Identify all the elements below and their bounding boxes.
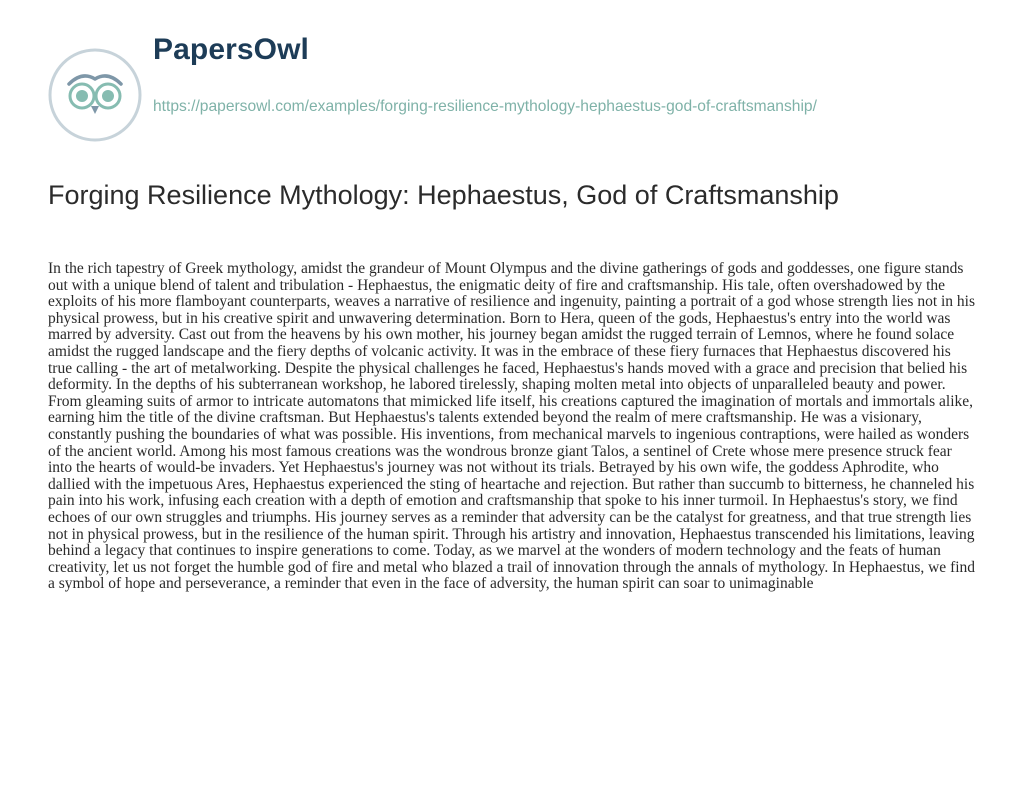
site-header xyxy=(48,32,978,152)
brand-name[interactable]: PapersOwl xyxy=(153,33,309,66)
brand-block xyxy=(153,32,973,118)
owl-logo-icon[interactable] xyxy=(48,48,142,142)
source-url-link[interactable]: https://papersowl.com/examples/forging-resilience-mythology-hephaestus-god-of-craftsmanship/ xyxy=(153,98,817,115)
document-title: Forging Resilience Mythology: Hephaestus, God of Craftsmanship xyxy=(48,180,839,210)
document-body: In the rich tapestry of Greek mythology, amidst the grandeur of Mount Olympus and the divine gatherings of gods and goddesses, one figure stands out with a unique blend of talent and tribulation - Hephaestus, the enigmatic deity of fire and craftsmanship. His tale, often overshadowed by the exploits of his more flamboyant counterparts, weaves a narrative of resilience and ingenuity, painting a portrait of a god whose strength lies not in his physical prowess, but in his creative spirit and unwavering determination. Born to Hera, queen of the gods, Hephaestus's entry into the world was marred by adversity. Cast out from the heavens by his own mother, his journey began amidst the rugged terrain of Lemnos, where he found solace amidst the rugged landscape and the fiery depths of volcanic activity. It was in the embrace of these fiery furnaces that Hephaestus discovered his true calling - the art of metalworking. Despite the physical challenges he faced, Hephaestus's hands moved with a grace and precision that belied his deformity. In the depths of his subterranean workshop, he labored tirelessly, shaping molten metal into objects of unparalleled beauty and power. From gleaming suits of armor to intricate automatons that mimicked life itself, his creations captured the imagination of mortals and immortals alike, earning him the title of the divine craftsman. But Hephaestus's talents extended beyond the realm of mere craftsmanship. He was a visionary, constantly pushing the boundaries of what was possible. His inventions, from mechanical marvels to ingenious contraptions, were hailed as wonders of the ancient world. Among his most famous creations was the wondrous bronze giant Talos, a sentinel of Crete whose mere presence struck fear into the hearts of would-be invaders. Yet Hephaestus's journey was not without its trials. Betrayed by his own wife, the goddess Aphrodite, who dallied with the impetuous Ares, Hephaestus experienced the sting of heartache and rejection. But rather than succumb to bitterness, he channeled his pain into his work, infusing each creation with a depth of emotion and craftsmanship that spoke to his inner turmoil. In Hephaestus's story, we find echoes of our own struggles and triumphs. His journey serves as a reminder that adversity can be the catalyst for greatness, and that true strength lies not in physical prowess, but in the resilience of the human spirit. Through his artistry and innovation, Hephaestus transcended his limitations, leaving behind a legacy that continues to inspire generations to come. Today, as we marvel at the wonders of modern technology and the feats of human creativity, let us not forget the humble god of fire and metal who blazed a trail of innovation through the annals of mythology. In Hephaestus, we find a symbol of hope and perseverance, a reminder that even in the face of adversity, the human spirit can soar to unimaginable xyxy=(48,260,976,593)
